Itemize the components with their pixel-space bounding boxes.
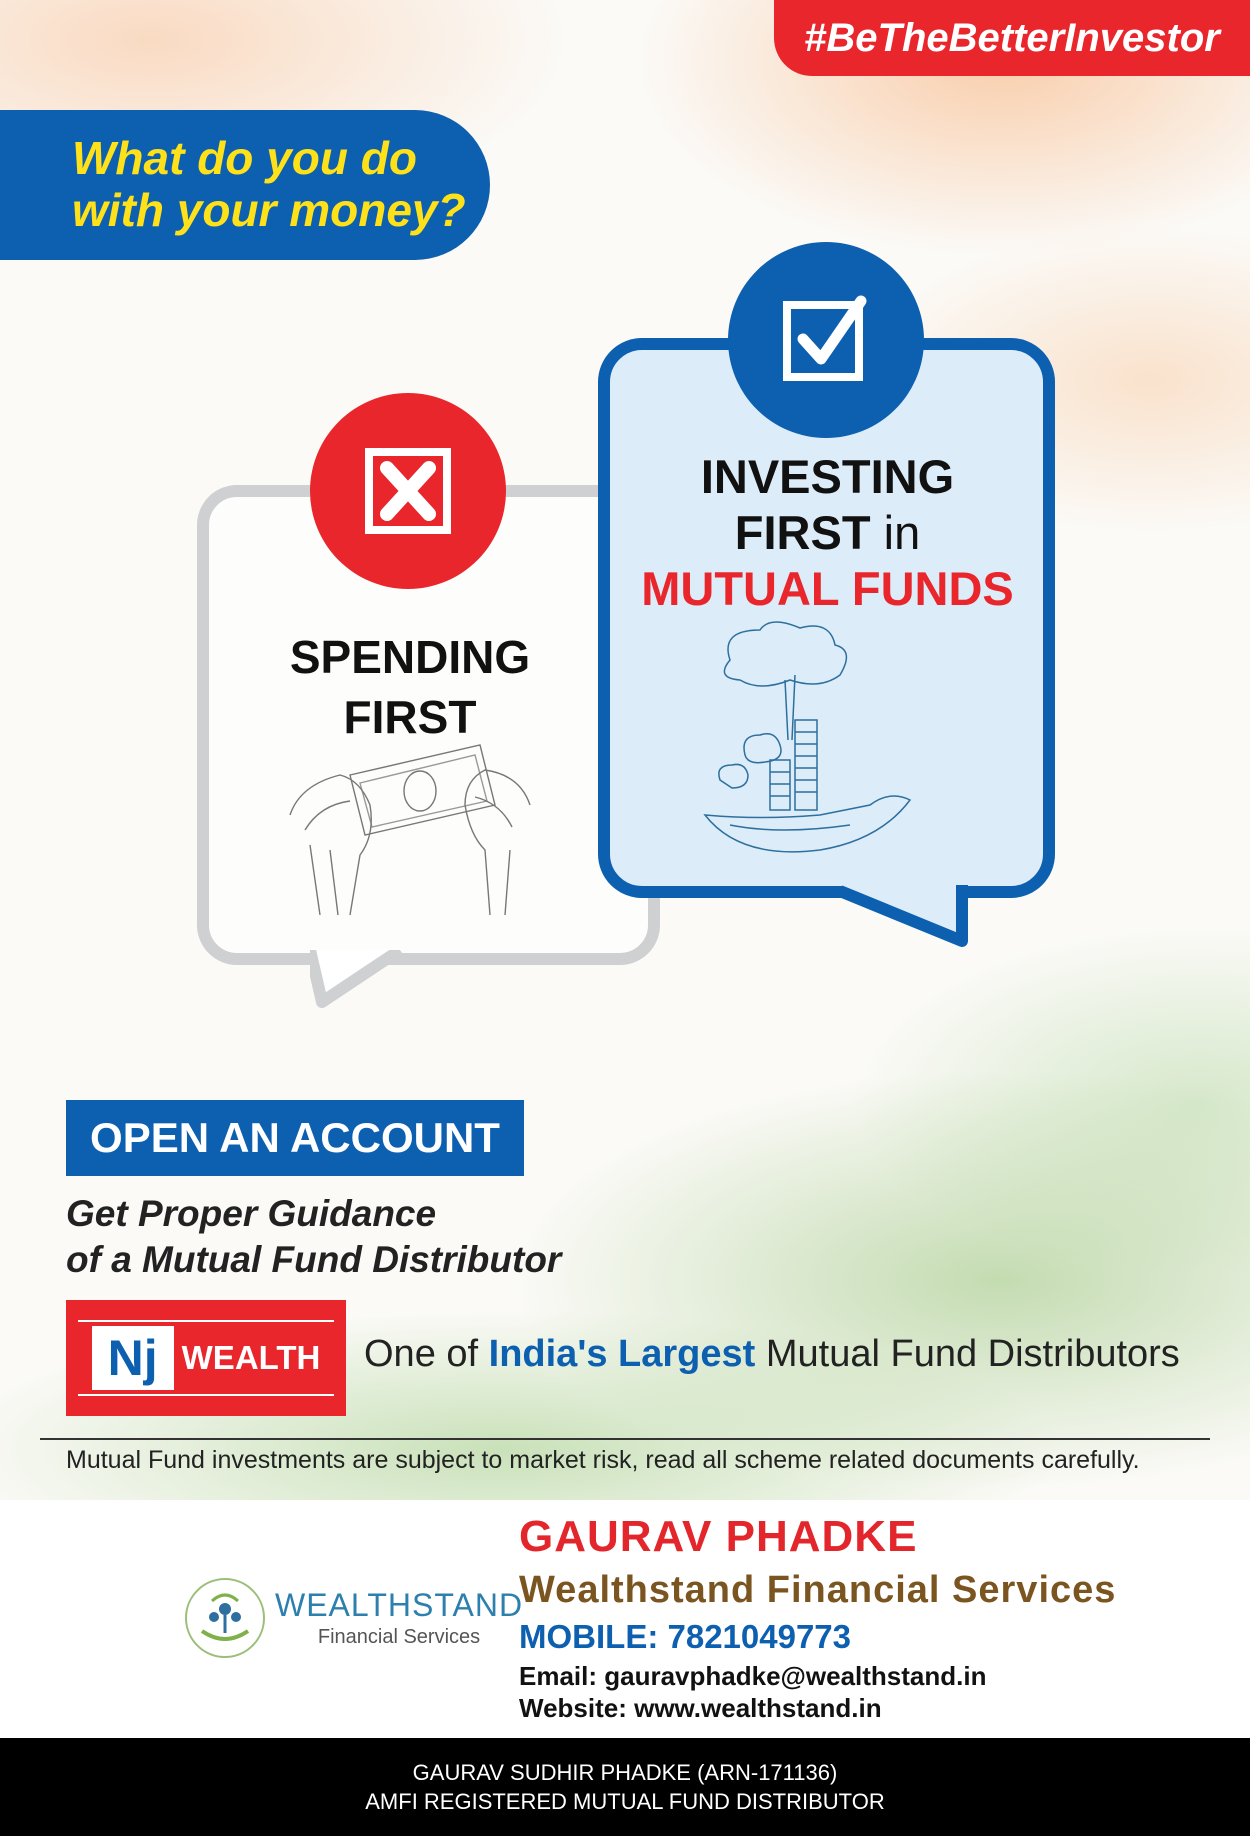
footer-line-1: GAURAV SUDHIR PHADKE (ARN-171136) [412, 1760, 838, 1785]
wealthstand-logo [185, 1578, 523, 1658]
guidance-line-1: Get Proper Guidance [66, 1193, 437, 1234]
spending-first-label [230, 627, 590, 747]
distributor-mobile[interactable]: MOBILE: 7821049773 [519, 1618, 852, 1655]
footer-bar [0, 1738, 1250, 1836]
money-hands-illustration [280, 735, 540, 915]
check-mark-icon [728, 242, 924, 438]
tagline-post: Mutual Fund Distributors [755, 1333, 1180, 1375]
investing-line-2-bold: FIRST [734, 506, 871, 559]
x-mark-icon [310, 393, 506, 589]
divider-line [40, 1438, 1210, 1440]
guidance-line-2: of a Mutual Fund Distributor [66, 1239, 562, 1280]
nj-wealth-logo [66, 1300, 346, 1416]
distributor-firm: Wealthstand Financial Services [519, 1569, 1117, 1611]
nj-mark: Nj [92, 1326, 174, 1390]
wealthstand-logo-sub: Financial Services [317, 1626, 481, 1648]
distributor-website[interactable]: Website: www.wealthstand.in [519, 1693, 882, 1723]
risk-disclaimer: Mutual Fund investments are subject to market risk, read all scheme related documents carefully. [66, 1446, 1140, 1474]
growth-tree-illustration [700, 620, 920, 880]
tagline-highlight: India's Largest [488, 1333, 756, 1375]
investing-line-1: INVESTING [700, 450, 955, 503]
nj-wordmark: WEALTH [181, 1339, 321, 1376]
open-account-button[interactable]: OPEN AN ACCOUNT [66, 1100, 524, 1176]
investing-first-label [620, 449, 1035, 617]
distributor-name: GAURAV PHADKE [519, 1512, 918, 1561]
wealthstand-logo-name: WEALTHSTAND [275, 1587, 524, 1623]
investing-line-3: MUTUAL FUNDS [641, 562, 1014, 615]
spending-line-1: SPENDING [289, 631, 531, 683]
question-banner [0, 110, 490, 260]
investing-speech-tail [840, 885, 980, 947]
guidance-text [66, 1191, 561, 1283]
investing-line-2-rest: in [870, 506, 921, 559]
footer-line-2: AMFI REGISTERED MUTUAL FUND DISTRIBUTOR [365, 1789, 885, 1814]
tagline-pre: One of [364, 1333, 489, 1375]
spending-speech-tail [310, 950, 430, 1010]
question-line-1: What do you do [72, 132, 417, 184]
wealthstand-emblem-icon [185, 1578, 265, 1658]
spending-line-2: FIRST [343, 691, 477, 743]
hashtag-banner: #BeTheBetterInvestor [774, 0, 1250, 76]
distributor-email[interactable]: Email: gauravphadke@wealthstand.in [519, 1661, 987, 1691]
question-line-2: with your money? [72, 184, 466, 236]
nj-tagline [364, 1333, 1180, 1376]
